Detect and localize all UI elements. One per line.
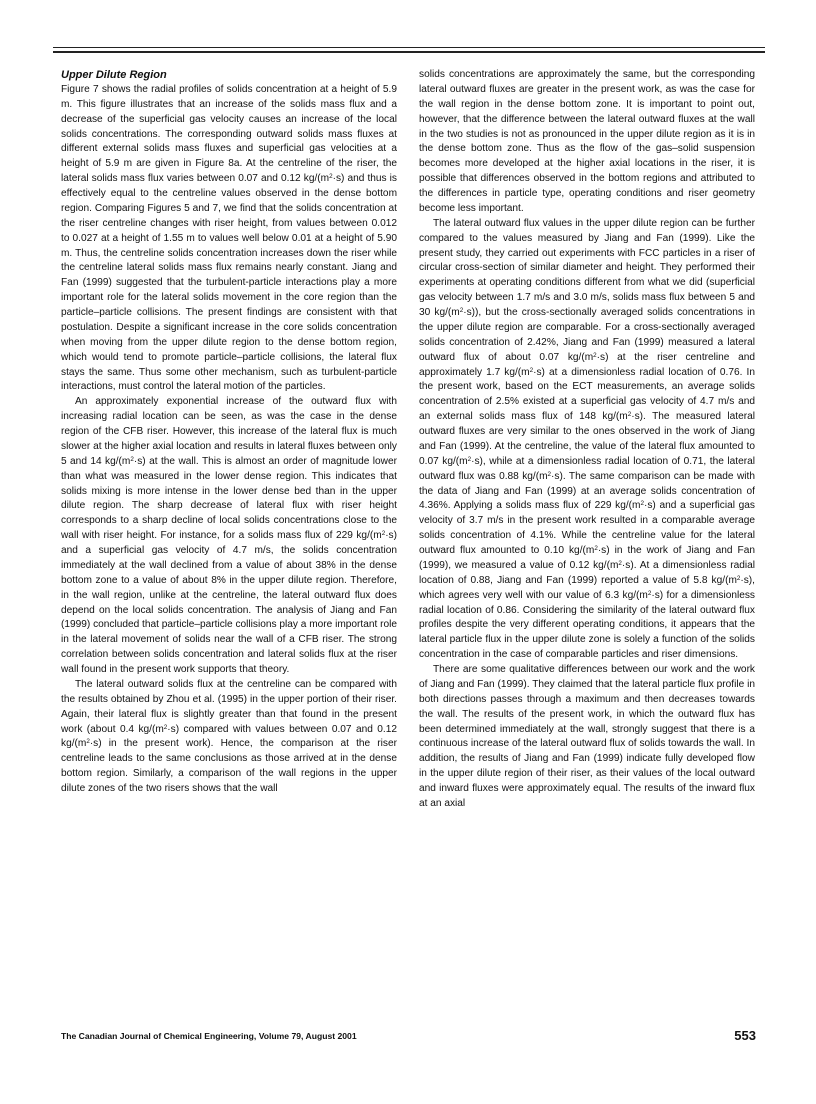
section-heading: Upper Dilute Region bbox=[61, 69, 167, 81]
superscript-two: 2 bbox=[647, 589, 652, 597]
right-paragraph-3: There are some qualitative differences between our work and the work of Jiang and Fan (1999). They claimed that the lateral particle flux profile in both directions passes through a maximum and then decreases towards the wall. The results of the present work, in which the outward flux has been determined immediately at the wall, strongly suggest that there is a continuous increase of the lateral outward flux of solids towards the wall. In addition, the results of Jiang and Fan (1999) indicate fully developed flow in the upper dilute region of their riser, as their values of the local outward and inward fluxes were approximately equal. The results of the inward flux at an axial bbox=[419, 664, 755, 809]
right-column bbox=[419, 68, 755, 812]
left-paragraph-1: Figure 7 shows the radial profiles of solids concentration at a height of 5.9 m. This figure illustrates that an increase of the solids mass flux and a decrease of the superficial gas velocity causes an increase of the local solids concentrations. The corresponding outward solids mass fluxes at different external solids mass fluxes and superficial gas velocities at a height of 5.9 m are given in Figure 8a. At the centreline of the riser, the lateral solids mass flux varies between 0.07 and 0.12 $kg/(m^2\cdot s)$ and thus is effectively equal to the centreline values observed in the dense bottom region. Comparing Figures 5 and 7, we find that the solids concentration at the riser centreline changes with riser height, from values between 0.012 to 0.027 at a height of 1.55 m to values well below 0.01 at a height of 5.90 m. Thus, the centreline solids concentration increases down the riser while the centreline lateral solids mass flux remains nearly constant. Jiang and Fan (1999) suggested that the turbulent-particle interactions play a more important role for the lateral solids movement in the core region than the particle–particle collisions. The present findings are consistent with that postulation. Despite a significant increase in the core solids concentration when moving from the upper dilute region to the dense bottom region, which would tend to promote particle–particle collisions, the lateral flux stays the same. Thus some other mechanism, such as turbulent-particle interactions, must control the lateral motion of the particles. bbox=[61, 83, 397, 393]
superscript-two: 2 bbox=[381, 529, 386, 537]
superscript-two: 2 bbox=[593, 351, 597, 359]
page-number: 553 bbox=[734, 1028, 756, 1043]
superscript-two: 2 bbox=[618, 559, 622, 567]
superscript-two: 2 bbox=[459, 306, 464, 314]
superscript-two: 2 bbox=[163, 723, 168, 731]
superscript-two: 2 bbox=[547, 470, 552, 478]
header-rule-thick bbox=[53, 51, 765, 53]
superscript-two: 2 bbox=[627, 410, 632, 418]
superscript-two: 2 bbox=[86, 738, 90, 746]
journal-citation: The Canadian Journal of Chemical Engineering, Volume 79, August 2001 bbox=[61, 1031, 357, 1041]
superscript-two: 2 bbox=[529, 366, 534, 374]
left-paragraph-2: An approximately exponential increase of the outward flux with increasing radial location can be seen, as was the case in the dense region of the CFB riser. However, this increase of the lateral flux is much slower at the higher axial location and results in lateral fluxes between only 5 and 14 $kg/(m^2\cdot s)$ at the wall. This is almost an order of magnitude lower than what was measured in the lower dense region. This indicates that solids mixing is more intense in the lower dense bed than in the upper dilute region. The sharp decrease of lateral flux with riser height corresponds to a sharp decline of local solids concentrations close to the wall with riser height. For instance, for a solids mass flux of 229 $kg/(m^2\cdot s)$ and a superficial gas velocity of 4.7 m/s, the solids concentration immediately at the wall declined from a value of about 38% in the dense bottom zone to a value of about 8% in the upper dilute region. Therefore, in the wall region, unlike at the centreline, the lateral outward flux does depend on the local solids concentration. The analysis of Jiang and Fan (1999) concluded that particle–particle collisions play a more important role in the lateral movement of solids near the wall of a CFB riser. The strong correlation between solids concentration and lateral solids flux at the riser wall found in the present work supports that theory. bbox=[61, 396, 397, 675]
header-rule-thin bbox=[53, 47, 765, 48]
superscript-two: 2 bbox=[736, 574, 741, 582]
superscript-two: 2 bbox=[329, 172, 333, 180]
left-paragraph-3: The lateral outward solids flux at the centreline can be compared with the results obtained by Zhou et al. (1995) in the upper portion of their riser. Again, their lateral flux is slightly greater than that found in the present work (about 0.4 $kg/(m^2\cdot s)$ compared with values between 0.07 and 0.12 $kg/(m^2\cdot s)$ in the present work). Hence, the comparison at the riser centreline leads to the same conclusions as those arrived at in the dense bottom region. Similarly, a comparison of the wall regions in the upper dilute zones of the two risers shows that the wall bbox=[61, 678, 397, 794]
superscript-two: 2 bbox=[130, 455, 134, 463]
right-paragraph-2: The lateral outward flux values in the upper dilute region can be further compared to the values measured by Jiang and Fan (1999). Like the present study, they carried out experiments with FCC particles in a riser of circular cross-section of similar diameter and height. They performed their experiments at operating conditions different from what we did (superficial gas velocity between 1.7 m/s and 3.0 m/s, solids mass flux between 5 and 30 $kg/(m^2\cdot s)$), but the cross-sectionally averaged solids concentrations in the upper dilute region are comparable. For a cross-sectionally averaged solids concentration of 2.42%, Jiang and Fan (1999) measured a lateral outward flux of about 0.07 $kg/(m^2\cdot s)$ at the riser centreline and approximately 1.7 $kg/(m^2\cdot s)$ at a dimensionless radial location of 0.76. In the present work, based on the ECT measurements, an average solids concentration of 2.5% existed at a superficial gas velocity of 4.7 m/s and an external solids mass flux of 148 $kg/(m^2\cdot s)$. The measured lateral outward fluxes are very similar to the ones observed in the work of Jiang and Fan (1999). At the centreline, the value of the lateral flux amounted to 0.07 $kg/(m^2\cdot s)$, while at a dimensionless radial location of 0.71, the lateral outward flux was 0.88 $kg/(m^2\cdot s)$. The same comparison can be made with the data of Jiang and Fan (1999) at an average solids concentration of 4.36%. Applying a solids mass flux of 229 $kg/(m^2\cdot s)$ and a superficial gas velocity of 3.7 m/s in the present work resulted in a comparable average solids concentration of 4.1%. While the centreline value for the lateral outward flux amounted to 0.10 $kg/(m^2\cdot s)$ in the work of Jiang and Fan (1999), we measured a value of 0.12 $kg/(m^2\cdot s)$. At a dimensionless radial location of 0.88, Jiang and Fan (1999) reported a value of 5.8 $kg/(m^2\cdot s)$, which agrees very well with our value of 6.3 $kg/(m^2\cdot s)$ for a dimensionless radial location of 0.86. Considering the similarity of the lateral outward flux profiles despite the very different operating conditions, it appears that the lateral particle flux in the upper dilute zone is solely a function of the solids concentration in the case of comparable particles and riser dimensions. bbox=[419, 217, 755, 661]
superscript-two: 2 bbox=[640, 500, 644, 508]
superscript-two: 2 bbox=[594, 544, 598, 552]
superscript-two: 2 bbox=[467, 455, 472, 463]
left-column bbox=[61, 68, 397, 797]
right-paragraph-1: solids concentrations are approximately the same, but the corresponding lateral outward fluxes are greater in the present work, as was the case for the wall region in the dense bottom zone. It is important to point out, however, that the difference between the lateral outward fluxes at the wall in the two studies is not as pronounced in the upper dilute region as it is in the dense bottom zone. Thus as the flow of the gas–solid suspension becomes more developed at the higher axial locations in the riser, it is possible that differences observed in the bottom regions and attributed to the differences in particle type, operating conditions and riser geometry become less important. bbox=[419, 69, 755, 214]
